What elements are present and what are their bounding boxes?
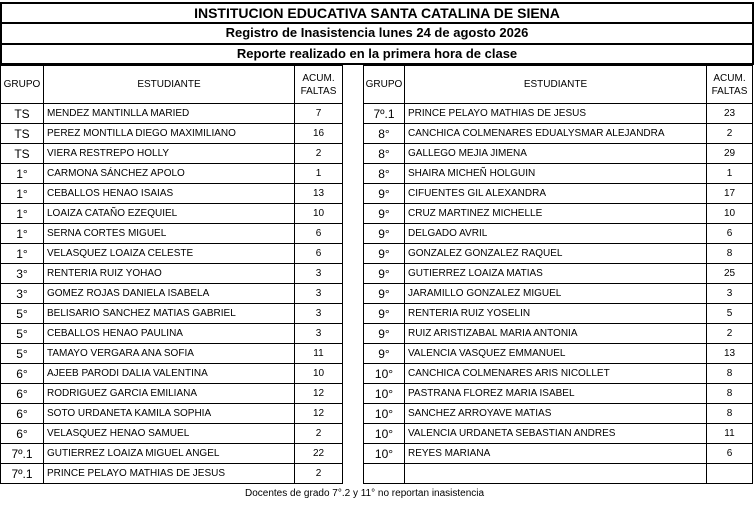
- absences-cell: 12: [295, 404, 343, 424]
- student-cell: CIFUENTES GIL ALEXANDRA: [405, 184, 707, 204]
- column-gap: [343, 344, 364, 364]
- col-header-acum-right: ACUM. FALTAS: [707, 66, 753, 104]
- group-cell: 5°: [1, 344, 44, 364]
- group-cell: 3°: [1, 284, 44, 304]
- column-gap: [343, 444, 364, 464]
- group-cell: 10°: [364, 444, 405, 464]
- column-gap: [343, 284, 364, 304]
- table-header-row: [1, 66, 753, 104]
- absences-cell: 11: [295, 344, 343, 364]
- student-cell: PASTRANA FLOREZ MARIA ISABEL: [405, 384, 707, 404]
- col-header-grupo-right: GRUPO: [364, 66, 405, 104]
- table-row: [1, 144, 753, 164]
- table-row: [1, 384, 753, 404]
- col-header-grupo: GRUPO: [1, 66, 44, 104]
- student-cell: BELISARIO SANCHEZ MATIAS GABRIEL: [44, 304, 295, 324]
- student-cell: CEBALLOS HENAO PAULINA: [44, 324, 295, 344]
- column-gap: [343, 204, 364, 224]
- group-cell: 6°: [1, 384, 44, 404]
- group-cell: 10°: [364, 364, 405, 384]
- student-cell: GOMEZ ROJAS DANIELA ISABELA: [44, 284, 295, 304]
- absences-cell: 5: [707, 304, 753, 324]
- group-cell: 6°: [1, 424, 44, 444]
- absences-cell: 3: [295, 284, 343, 304]
- student-cell: PRINCE PELAYO MATHIAS DE JESUS: [405, 104, 707, 124]
- student-cell: MENDEZ MANTINLLA MARIED: [44, 104, 295, 124]
- student-cell: RODRIGUEZ GARCIA EMILIANA: [44, 384, 295, 404]
- group-cell: 10°: [364, 424, 405, 444]
- column-gap: [343, 244, 364, 264]
- absences-cell: 1: [295, 164, 343, 184]
- col-header-acum: ACUM. FALTAS: [295, 66, 343, 104]
- footer-note: Docentes de grado 7°.2 y 11° no reportan inasistencia: [245, 488, 485, 499]
- group-cell: 9°: [364, 324, 405, 344]
- absences-cell: 3: [707, 284, 753, 304]
- report-note: Reporte realizado en la primera hora de clase: [0, 44, 754, 65]
- student-cell: VALENCIA VASQUEZ EMMANUEL: [405, 344, 707, 364]
- absences-cell: 2: [707, 124, 753, 144]
- absences-cell: 12: [295, 384, 343, 404]
- group-cell: 5°: [1, 304, 44, 324]
- student-cell: GUTIERREZ LOAIZA MIGUEL ANGEL: [44, 444, 295, 464]
- group-cell: 7º.1: [1, 464, 44, 484]
- table-row: [1, 244, 753, 264]
- student-cell: [405, 464, 707, 484]
- group-cell: 7º.1: [364, 104, 405, 124]
- column-gap: [343, 164, 364, 184]
- absences-cell: 2: [295, 144, 343, 164]
- student-cell: CEBALLOS HENAO ISAIAS: [44, 184, 295, 204]
- table-row: [1, 264, 753, 284]
- group-cell: 1°: [1, 244, 44, 264]
- absences-cell: [707, 464, 753, 484]
- absences-cell: 10: [295, 364, 343, 384]
- absences-cell: 13: [295, 184, 343, 204]
- group-cell: 1°: [1, 224, 44, 244]
- group-cell: 9°: [364, 284, 405, 304]
- student-cell: GUTIERREZ LOAIZA MATIAS: [405, 264, 707, 284]
- student-cell: CARMONA SÁNCHEZ APOLO: [44, 164, 295, 184]
- student-cell: VELASQUEZ HENAO SAMUEL: [44, 424, 295, 444]
- student-cell: PRINCE PELAYO MATHIAS DE JESUS: [44, 464, 295, 484]
- group-cell: 8°: [364, 164, 405, 184]
- col-header-estudiante-right: ESTUDIANTE: [405, 66, 707, 104]
- group-cell: 7º.1: [1, 444, 44, 464]
- student-cell: RENTERIA RUIZ YOSELIN: [405, 304, 707, 324]
- group-cell: 9°: [364, 304, 405, 324]
- group-cell: 10°: [364, 384, 405, 404]
- table-row: [1, 124, 753, 144]
- table-row: [1, 204, 753, 224]
- student-cell: TAMAYO VERGARA ANA SOFIA: [44, 344, 295, 364]
- group-cell: 3°: [1, 264, 44, 284]
- student-cell: DELGADO AVRIL: [405, 224, 707, 244]
- group-cell: 8°: [364, 144, 405, 164]
- table-row: [1, 444, 753, 464]
- absences-cell: 25: [707, 264, 753, 284]
- column-gap: [343, 364, 364, 384]
- student-cell: CRUZ MARTINEZ MICHELLE: [405, 204, 707, 224]
- absences-cell: 13: [707, 344, 753, 364]
- student-cell: SOTO URDANETA KAMILA SOPHIA: [44, 404, 295, 424]
- group-cell: 9°: [364, 344, 405, 364]
- column-gap: [343, 264, 364, 284]
- group-cell: TS: [1, 144, 44, 164]
- group-cell: 6°: [1, 364, 44, 384]
- student-cell: PEREZ MONTILLA DIEGO MAXIMILIANO: [44, 124, 295, 144]
- group-cell: 9°: [364, 204, 405, 224]
- student-cell: VIERA RESTREPO HOLLY: [44, 144, 295, 164]
- column-gap: [343, 104, 364, 124]
- student-cell: JARAMILLO GONZALEZ MIGUEL: [405, 284, 707, 304]
- absences-cell: 3: [295, 264, 343, 284]
- absences-cell: 10: [295, 204, 343, 224]
- student-cell: VELASQUEZ LOAIZA CELESTE: [44, 244, 295, 264]
- student-cell: SERNA CORTES MIGUEL: [44, 224, 295, 244]
- column-gap: [343, 124, 364, 144]
- column-gap: [343, 144, 364, 164]
- group-cell: 1°: [1, 184, 44, 204]
- group-cell: 9°: [364, 264, 405, 284]
- absences-cell: 8: [707, 384, 753, 404]
- student-cell: LOAIZA CATAÑO EZEQUIEL: [44, 204, 295, 224]
- absences-cell: 16: [295, 124, 343, 144]
- group-cell: 5°: [1, 324, 44, 344]
- table-row: [1, 224, 753, 244]
- absences-cell: 10: [707, 204, 753, 224]
- absences-cell: 2: [295, 424, 343, 444]
- table-row: [1, 164, 753, 184]
- absences-cell: 22: [295, 444, 343, 464]
- table-row: [1, 184, 753, 204]
- absences-cell: 6: [707, 444, 753, 464]
- student-cell: REYES MARIANA: [405, 444, 707, 464]
- column-gap: [343, 404, 364, 424]
- table-row: [1, 324, 753, 344]
- absence-table: [0, 65, 753, 484]
- table-row: [1, 424, 753, 444]
- table-row: [1, 344, 753, 364]
- report-title: INSTITUCION EDUCATIVA SANTA CATALINA DE SIENA: [0, 2, 754, 23]
- column-gap: [343, 184, 364, 204]
- group-cell: TS: [1, 104, 44, 124]
- student-cell: SANCHEZ ARROYAVE MATIAS: [405, 404, 707, 424]
- column-gap: [343, 464, 364, 484]
- table-row: [1, 364, 753, 384]
- group-cell: 1°: [1, 164, 44, 184]
- report-subtitle: Registro de Inasistencia lunes 24 de agosto 2026: [0, 23, 754, 44]
- col-header-estudiante: ESTUDIANTE: [44, 66, 295, 104]
- student-cell: VALENCIA URDANETA SEBASTIAN ANDRES: [405, 424, 707, 444]
- table-row: [1, 404, 753, 424]
- table-row: [1, 304, 753, 324]
- table-row: [1, 104, 753, 124]
- column-gap: [343, 324, 364, 344]
- column-gap: [343, 304, 364, 324]
- absences-cell: 23: [707, 104, 753, 124]
- group-cell: TS: [1, 124, 44, 144]
- absences-cell: 2: [707, 324, 753, 344]
- group-cell: 10°: [364, 404, 405, 424]
- group-cell: [364, 464, 405, 484]
- column-gap: [343, 224, 364, 244]
- group-cell: 1°: [1, 204, 44, 224]
- absences-cell: 8: [707, 364, 753, 384]
- absences-cell: 6: [295, 244, 343, 264]
- absences-cell: 29: [707, 144, 753, 164]
- student-cell: CANCHICA COLMENARES EDUALYSMAR ALEJANDRA: [405, 124, 707, 144]
- group-cell: 9°: [364, 184, 405, 204]
- absences-cell: 3: [295, 304, 343, 324]
- student-cell: AJEEB PARODI DALIA VALENTINA: [44, 364, 295, 384]
- absences-cell: 6: [295, 224, 343, 244]
- group-cell: 6°: [1, 404, 44, 424]
- absences-cell: 11: [707, 424, 753, 444]
- absences-cell: 6: [707, 224, 753, 244]
- student-cell: RENTERIA RUIZ YOHAO: [44, 264, 295, 284]
- student-cell: GONZALEZ GONZALEZ RAQUEL: [405, 244, 707, 264]
- student-cell: RUIZ ARISTIZABAL MARIA ANTONIA: [405, 324, 707, 344]
- student-cell: CANCHICA COLMENARES ARIS NICOLLET: [405, 364, 707, 384]
- group-cell: 8°: [364, 124, 405, 144]
- absences-cell: 1: [707, 164, 753, 184]
- column-gap: [343, 424, 364, 444]
- table-row: [1, 464, 753, 484]
- absences-cell: 3: [295, 324, 343, 344]
- absences-cell: 2: [295, 464, 343, 484]
- absences-cell: 8: [707, 244, 753, 264]
- column-gap: [343, 384, 364, 404]
- table-row: [1, 284, 753, 304]
- student-cell: GALLEGO MEJIA JIMENA: [405, 144, 707, 164]
- absences-cell: 8: [707, 404, 753, 424]
- student-cell: SHAIRA MICHEÑ HOLGUIN: [405, 164, 707, 184]
- group-cell: 9°: [364, 244, 405, 264]
- absences-cell: 7: [295, 104, 343, 124]
- column-gap: [343, 66, 364, 104]
- absences-cell: 17: [707, 184, 753, 204]
- group-cell: 9°: [364, 224, 405, 244]
